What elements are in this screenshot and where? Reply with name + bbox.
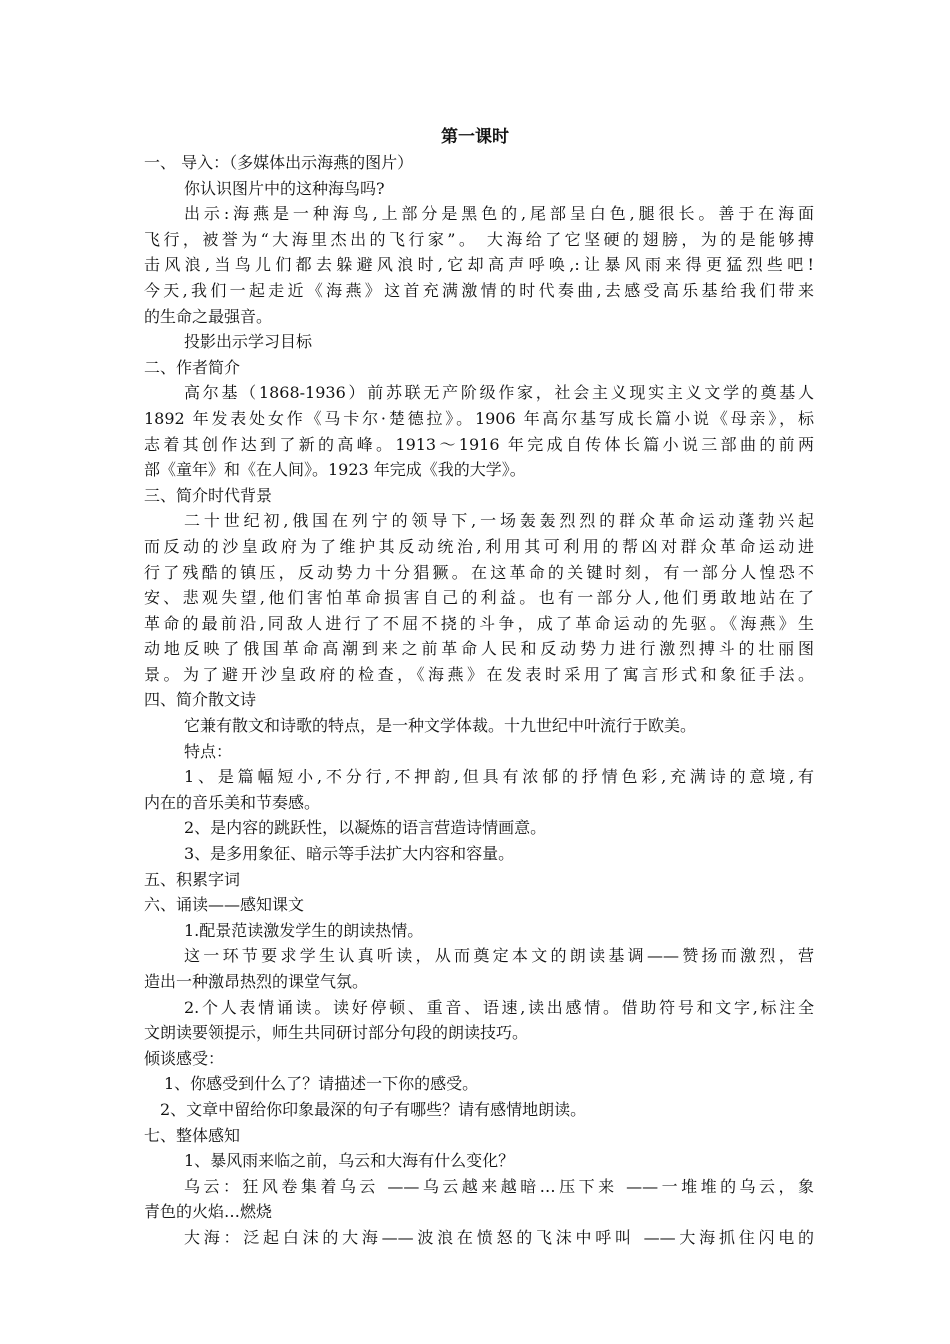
text-line: 投影出示学习目标 xyxy=(184,332,313,352)
text-line: 它兼有散文和诗歌的特点，是一种文学体裁。十九世纪中叶流行于欧美。 xyxy=(184,716,697,736)
text-line: 行了残酷的镇压，反动势力十分猖獗。在这革命的关键时刻，有一部分人惶恐不 xyxy=(144,562,814,582)
text-line: 革命的最前沿,同敌人进行了不屈不挠的斗争，成了革命运动的先驱。《海燕》生 xyxy=(144,613,814,633)
text-line: 三、简介时代背景 xyxy=(144,485,273,505)
text-line: 乌云：狂风卷集着乌云 ——乌云越来越暗…压下来 ——一堆堆的乌云，象 xyxy=(184,1176,814,1196)
text-line: 倾谈感受： xyxy=(144,1048,225,1068)
text-line: 今天,我们一起走近《海燕》这首充满激情的时代奏曲,去感受高乐基给我们带来 xyxy=(144,280,814,300)
text-line: 部《童年》和《在人间》。1923 年完成《我的大学》。 xyxy=(144,460,526,480)
text-line: 动地反映了俄国革命高潮到来之前革命人民和反动势力进行激烈搏斗的壮丽图 xyxy=(144,639,814,659)
text-line: 青色的火焰…燃烧 xyxy=(144,1202,273,1222)
text-line: 飞行，被誉为“大海里杰出的飞行家”。 大海给了它坚硬的翅膀，为的是能够搏 xyxy=(144,229,814,249)
text-line: 3、是多用象征、暗示等手法扩大内容和容量。 xyxy=(184,844,515,864)
text-line: 五、积累字词 xyxy=(144,869,241,889)
text-line: 而反动的沙皇政府为了维护其反动统治,利用其可利用的帮凶对群众革命运动进 xyxy=(144,536,814,556)
text-line: 一、 导入：（多媒体出示海燕的图片） xyxy=(144,153,414,172)
text-line: 1.配景范读激发学生的朗读热情。 xyxy=(184,920,424,940)
text-line: 特点： xyxy=(184,741,233,761)
text-line: 1、你感受到什么了？请描述一下你的感受。 xyxy=(164,1074,479,1094)
text-line: 出示:海燕是一种海鸟,上部分是黑色的,尾部呈白色,腿很长。善于在海面 xyxy=(184,204,814,224)
text-line: 二、作者简介 xyxy=(144,357,241,377)
text-line: 你认识图片中的这种海鸟吗? xyxy=(184,178,385,198)
text-line: 大海：泛起白沫的大海——波浪在愤怒的飞沫中呼叫 ——大海抓住闪电的 xyxy=(184,1227,814,1247)
text-line: 七、整体感知 xyxy=(144,1125,241,1145)
text-line: 击风浪,当鸟儿们都去躲避风浪时,它却高声呼唤,:让暴风雨来得更猛烈些吧! xyxy=(144,255,814,275)
document-body xyxy=(144,150,814,1251)
text-line: 志着其创作达到了新的高峰。1913～1916 年完成自传体长篇小说三部曲的前两 xyxy=(144,434,814,454)
text-line: 内在的音乐美和节奏感。 xyxy=(144,792,321,812)
text-line: 景。为了避开沙皇政府的检查，《海燕》在发表时采用了寓言形式和象征手法。 xyxy=(144,664,814,684)
text-line: 2、是内容的跳跃性，以凝炼的语言营造诗情画意。 xyxy=(184,818,547,838)
text-line: 这一环节要求学生认真听读，从而奠定本文的朗读基调——赞扬而激烈，营 xyxy=(184,946,814,966)
text-line: 1、暴风雨来临之前，乌云和大海有什么变化？ xyxy=(184,1151,515,1171)
text-line: 的生命之最强音。 xyxy=(144,306,273,326)
text-line: 造出一种激昂热烈的课堂气氛。 xyxy=(144,972,369,991)
text-line: 2、文章中留给你印象最深的句子有哪些？请有感情地朗读。 xyxy=(160,1099,587,1119)
text-line: 安、悲观失望,他们害怕革命损害自己的利益。也有一部分人,他们勇敢地站在了 xyxy=(144,588,814,608)
page-title: 第一课时 xyxy=(441,127,509,147)
text-line: 高尔基（1868-1936）前苏联无产阶级作家，社会主义现实主义文学的奠基人 xyxy=(184,383,814,403)
text-line: 二十世纪初,俄国在列宁的领导下,一场轰轰烈烈的群众革命运动蓬勃兴起 xyxy=(184,511,814,531)
text-line: 1892 年发表处女作《马卡尔·楚德拉》。1906 年高尔基写成长篇小说《母亲》，标 xyxy=(144,408,814,428)
text-line: 六、诵读——感知课文 xyxy=(144,895,305,915)
text-line: 文朗读要领提示，师生共同研讨部分句段的朗读技巧。 xyxy=(144,1023,529,1043)
text-line: 2.个人表情诵读。读好停顿、重音、语速,读出感情。借助符号和文字,标注全 xyxy=(184,997,814,1017)
text-line: 四、简介散文诗 xyxy=(144,690,257,710)
text-line: 1、是篇幅短小,不分行,不押韵,但具有浓郁的抒情色彩,充满诗的意境,有 xyxy=(184,767,814,787)
